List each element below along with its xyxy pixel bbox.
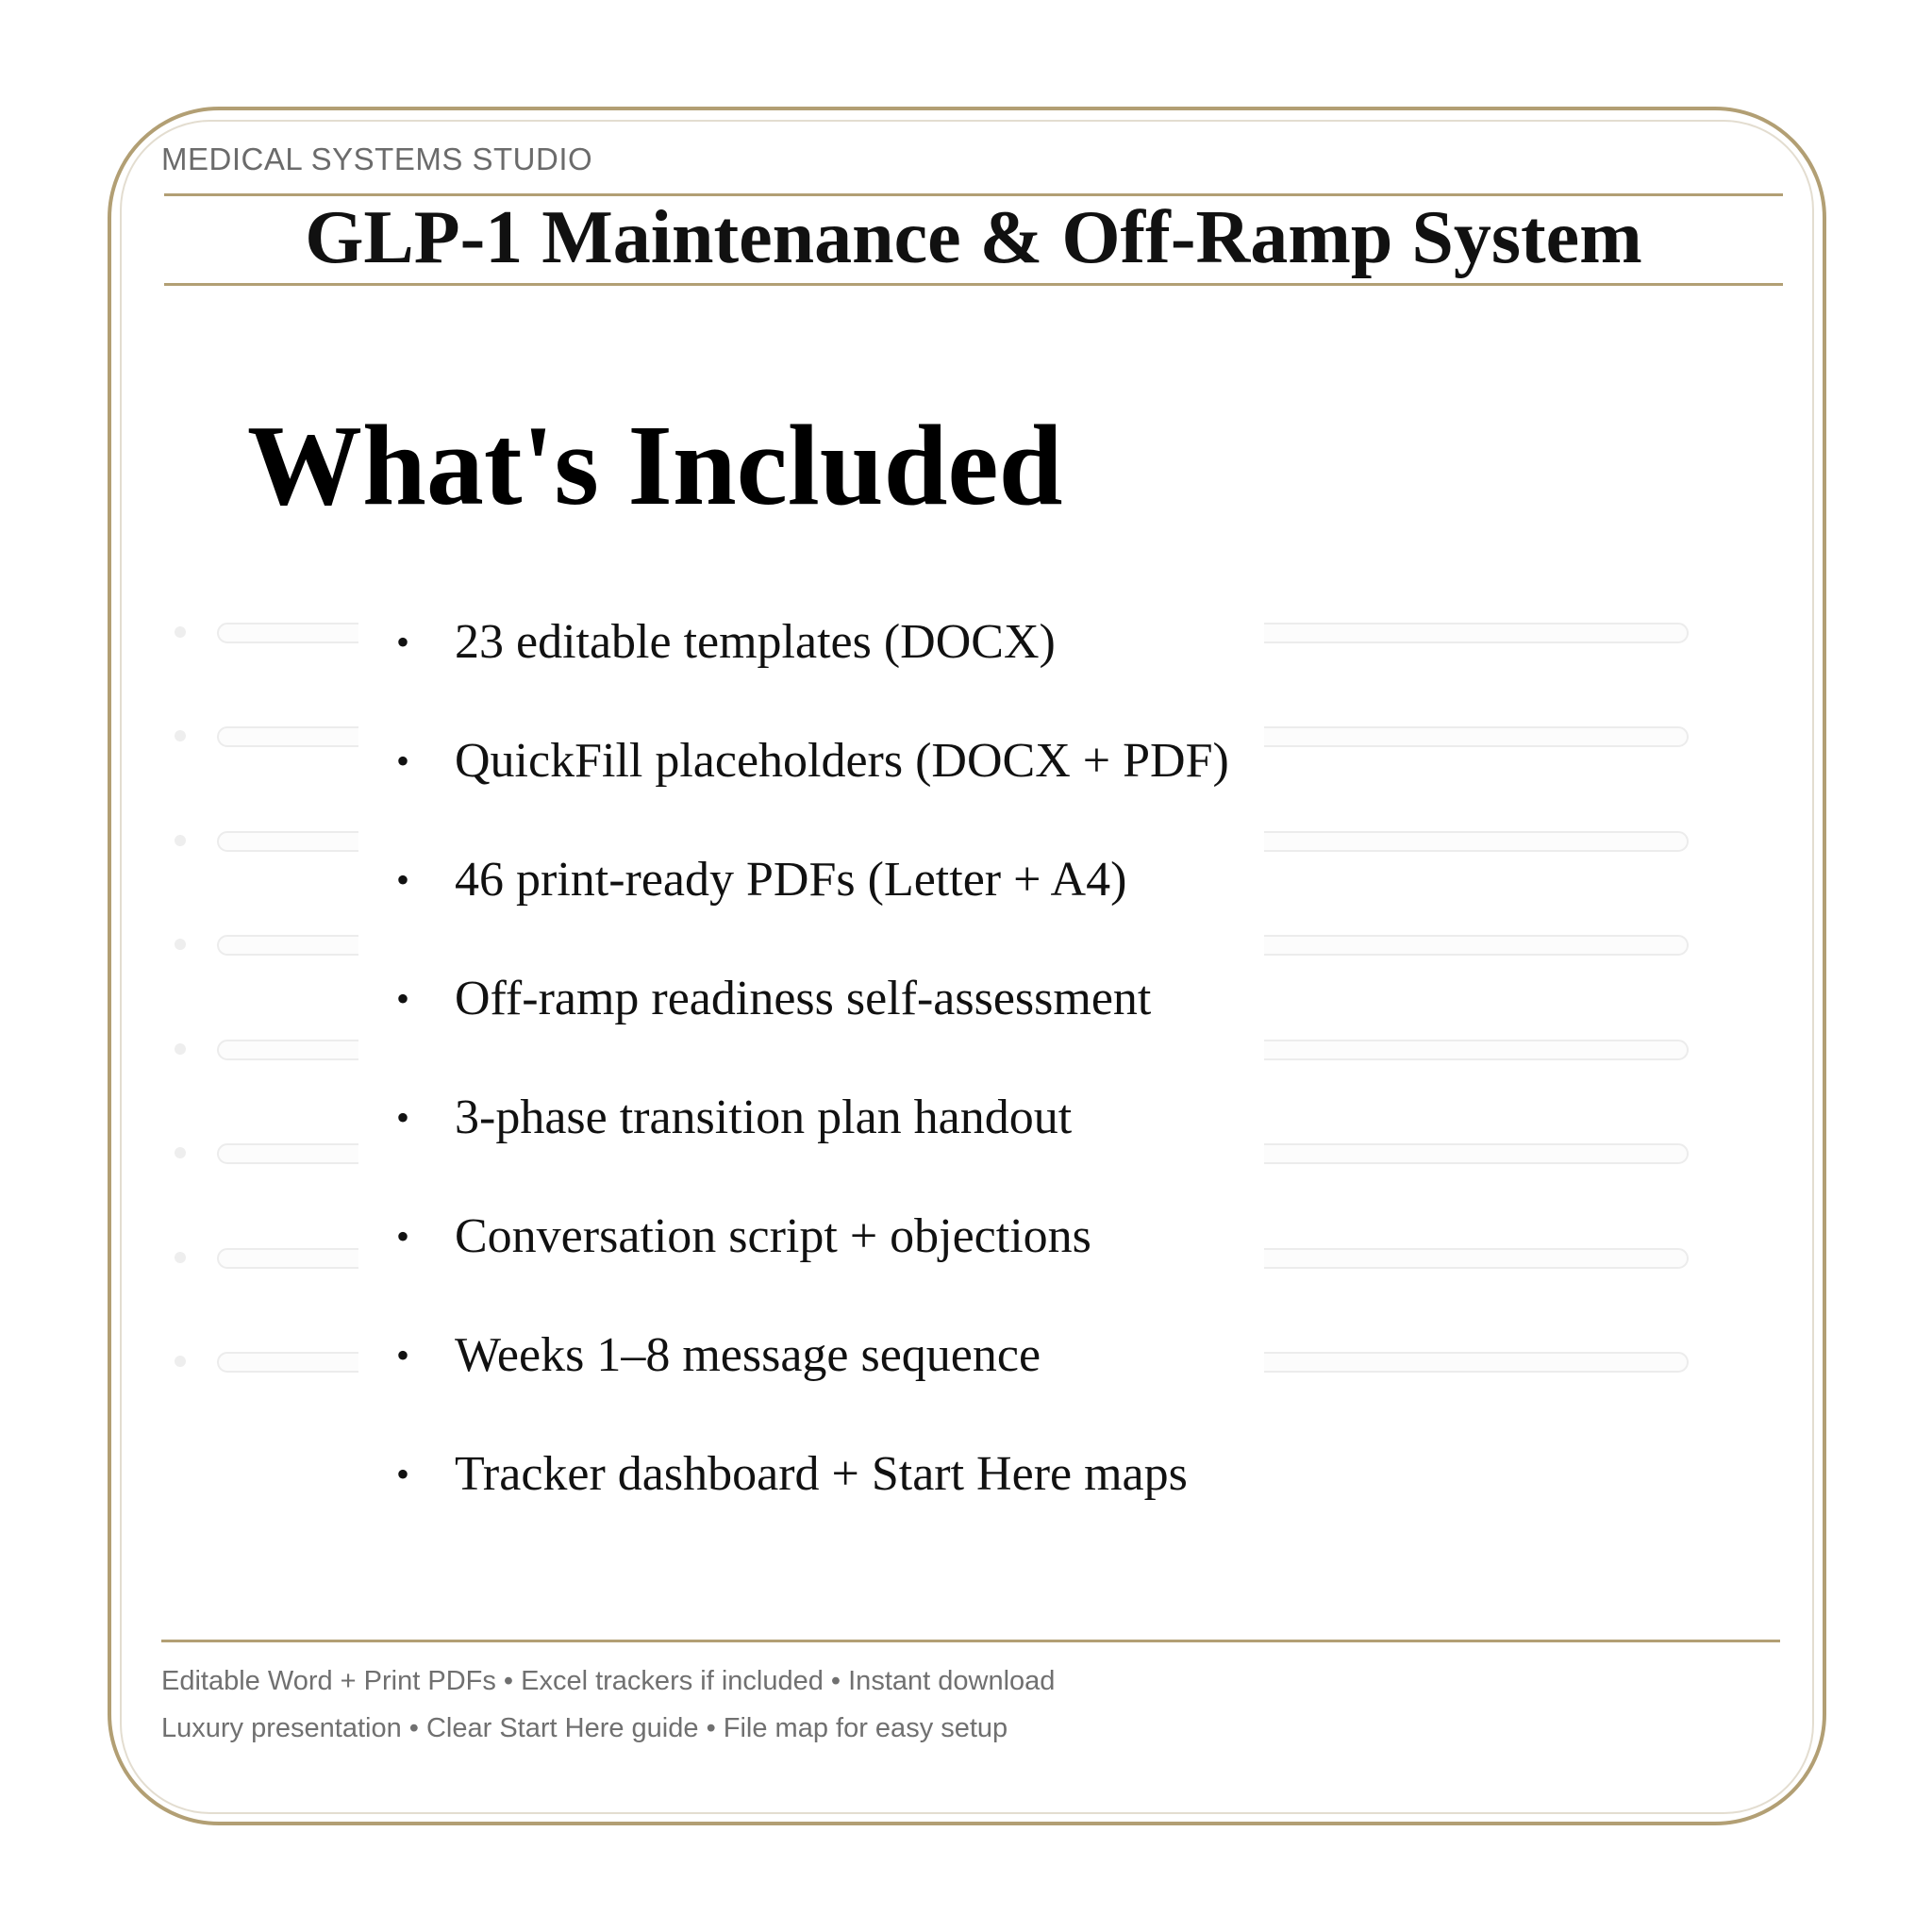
list-item-text: 3-phase transition plan handout: [455, 1091, 1073, 1144]
list-item-text: 23 editable templates (DOCX): [455, 615, 1056, 669]
ghost-dot: [175, 626, 186, 638]
ghost-dot: [175, 939, 186, 950]
list-item: [358, 600, 1264, 719]
list-item: [358, 1432, 1264, 1551]
bullet-icon: •: [396, 1215, 410, 1257]
list-item: [358, 1194, 1264, 1313]
bullet-icon: •: [396, 977, 410, 1020]
page-title: GLP-1 Maintenance & Off-Ramp System: [305, 196, 1642, 279]
footer-line-2: Luxury presentation • Clear Start Here guide • File map for easy setup: [161, 1713, 1008, 1743]
list-item-text: 46 print-ready PDFs (Letter + A4): [455, 853, 1127, 907]
ghost-dot: [175, 1356, 186, 1367]
title-bottom-rule: [164, 283, 1783, 286]
ghost-dot: [175, 835, 186, 846]
bullet-icon: •: [396, 1453, 410, 1495]
list-item-text: QuickFill placeholders (DOCX + PDF): [455, 734, 1229, 788]
footer-rule: [161, 1640, 1780, 1642]
list-item: [358, 1075, 1264, 1194]
list-item-text: Weeks 1–8 message sequence: [455, 1328, 1041, 1382]
list-item-text: Conversation script + objections: [455, 1209, 1091, 1263]
list-item: [358, 1313, 1264, 1432]
brand-label: MEDICAL SYSTEMS STUDIO: [161, 142, 593, 176]
list-item-text: Tracker dashboard + Start Here maps: [455, 1447, 1188, 1501]
ghost-dot: [175, 1147, 186, 1158]
bullet-icon: •: [396, 1334, 410, 1376]
included-items-list: [358, 600, 1264, 1551]
bullet-icon: •: [396, 1096, 410, 1139]
footer-line-1: Editable Word + Print PDFs • Excel trackers if included • Instant download: [161, 1666, 1056, 1696]
bullet-icon: •: [396, 621, 410, 663]
list-item-text: Off-ramp readiness self-assessment: [455, 972, 1152, 1025]
list-item: [358, 957, 1264, 1075]
list-item: [358, 838, 1264, 957]
bullet-icon: •: [396, 740, 410, 782]
ghost-dot: [175, 1043, 186, 1055]
list-item: [358, 719, 1264, 838]
ghost-dot: [175, 730, 186, 741]
bullet-icon: •: [396, 858, 410, 901]
section-heading: What's Included: [247, 402, 1063, 529]
ghost-dot: [175, 1252, 186, 1263]
